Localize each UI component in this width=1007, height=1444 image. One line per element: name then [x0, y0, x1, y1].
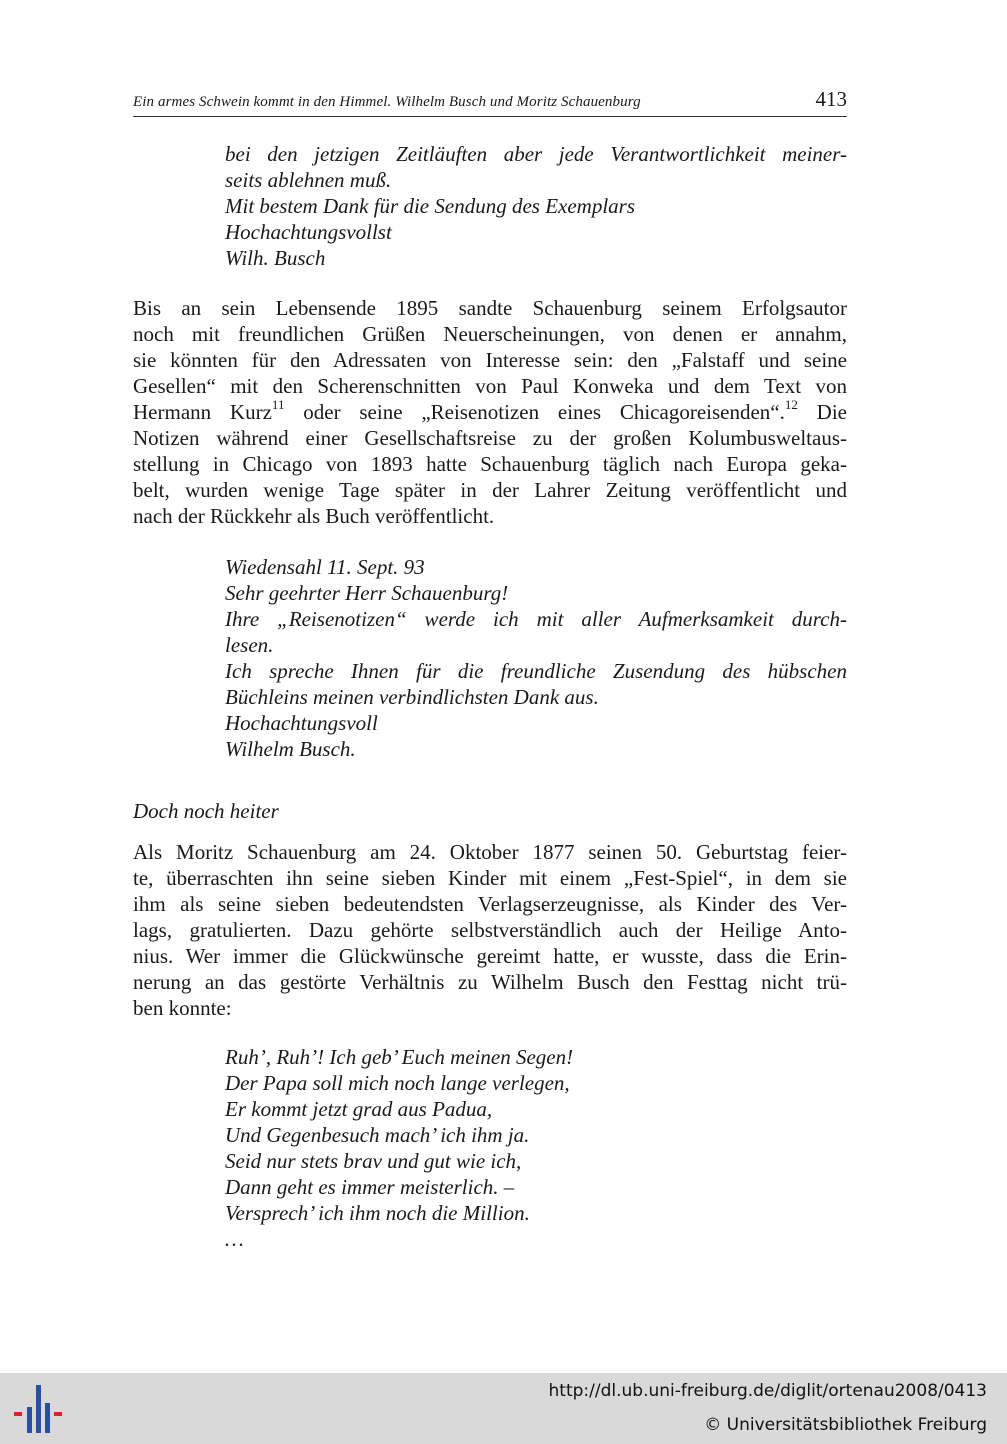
paragraph-line: Gesellen“ mit den Scherenschnitten von Paul Konweka und dem Text von	[133, 374, 847, 398]
poem	[225, 1044, 847, 1252]
logo-blue-bar-right	[45, 1403, 50, 1433]
section-heading: Doch noch heiter	[133, 799, 279, 823]
page-number: 413	[815, 87, 847, 111]
paragraph-line: nius. Wer immer die Glückwünsche gereimt hatte, er wusste, dass die Erin-	[133, 944, 847, 968]
quote-line: seits ablehnen muß.	[225, 168, 392, 192]
logo-blue-bar-left	[27, 1407, 32, 1433]
letter-quote-2	[225, 554, 847, 762]
paragraph-2	[133, 839, 847, 1021]
paragraph-line: nerung an das gestörte Verhältnis zu Wilhelm Busch den Festtag nicht trü-	[133, 970, 847, 994]
source-url-link[interactable]: http://dl.ub.uni-freiburg.de/diglit/ortenau2008/0413	[548, 1381, 987, 1401]
paragraph-line	[133, 399, 847, 425]
poem-line: Und Gegenbesuch mach’ ich ihm ja.	[225, 1123, 530, 1147]
quote-line: Ihre „Reisenotizen“ werde ich mit aller Aufmerksamkeit durch-	[225, 607, 847, 631]
paragraph-1	[133, 295, 847, 529]
quote-line: Ich spreche Ihnen für die freundliche Zusendung des hübschen	[225, 659, 847, 683]
logo-red-dash-right	[54, 1412, 62, 1416]
paragraph-line: Bis an sein Lebensende 1895 sandte Schauenburg seinem Erfolgsautor	[133, 296, 847, 320]
poem-line: …	[225, 1227, 244, 1251]
quote-line: bei den jetzigen Zeitläuften aber jede Verantwortlichkeit meiner-	[225, 142, 847, 166]
paragraph-line: stellung in Chicago von 1893 hatte Schauenburg täglich nach Europa geka-	[133, 452, 847, 476]
quote-line: Sehr geehrter Herr Schauenburg!	[225, 581, 509, 605]
running-title: Ein armes Schwein kommt in den Himmel. Wilhelm Busch und Moritz Schauenburg	[133, 94, 641, 110]
running-header	[133, 88, 847, 117]
paragraph-line: te, überraschten ihn seine sieben Kinder mit einem „Fest-Spiel“, in dem sie	[133, 866, 847, 890]
text-segment: Hermann Kurz	[133, 400, 272, 424]
poem-line: Er kommt jetzt grad aus Padua,	[225, 1097, 493, 1121]
poem-line: Dann geht es immer meisterlich. –	[225, 1175, 515, 1199]
quote-line: Wilh. Busch	[225, 246, 326, 270]
text-segment: oder seine „Reisenotizen eines Chicagoreisenden“.	[284, 400, 785, 424]
library-footer	[0, 1373, 1007, 1444]
letter-quote-1	[225, 141, 847, 271]
quote-line: lesen.	[225, 633, 274, 657]
quote-line: Mit bestem Dank für die Sendung des Exemplars	[225, 194, 636, 218]
paragraph-line: noch mit freundlichen Grüßen Neuerscheinungen, von denen er annahm,	[133, 322, 847, 346]
paragraph-line: ben konnte:	[133, 996, 232, 1020]
paragraph-line: sie könnten für den Adressaten von Interesse sein: den „Falstaff und seine	[133, 348, 847, 372]
copyright-notice: © Universitätsbibliothek Freiburg	[704, 1415, 987, 1435]
logo-blue-bar-center	[36, 1385, 41, 1433]
quote-line: Wilhelm Busch.	[225, 737, 356, 761]
footnote-ref-12: 12	[784, 397, 798, 412]
paragraph-line: lags, gratulierten. Dazu gehörte selbstverständlich auch der Heilige Anto-	[133, 918, 847, 942]
paragraph-line: nach der Rückkehr als Buch veröffentlicht.	[133, 504, 495, 528]
quote-line: Hochachtungsvoll	[225, 711, 378, 735]
paragraph-line: Als Moritz Schauenburg am 24. Oktober 1877 seinen 50. Geburtstag feier-	[133, 840, 847, 864]
quote-line: Wiedensahl 11. Sept. 93	[225, 555, 425, 579]
logo-red-dash-left	[14, 1412, 22, 1416]
footnote-ref-11: 11	[271, 397, 285, 412]
library-logo-icon	[12, 1383, 64, 1435]
quote-line: Büchleins meinen verbindlichsten Dank aus.	[225, 685, 599, 709]
poem-line: Versprech’ ich ihm noch die Million.	[225, 1201, 530, 1225]
text-segment: Die	[797, 400, 847, 424]
poem-line: Der Papa soll mich noch lange verlegen,	[225, 1071, 570, 1095]
poem-line: Seid nur stets brav und gut wie ich,	[225, 1149, 522, 1173]
poem-line: Ruh’, Ruh’! Ich geb’ Euch meinen Segen!	[225, 1045, 574, 1069]
paragraph-line: belt, wurden wenige Tage später in der Lahrer Zeitung veröffentlicht und	[133, 478, 847, 502]
quote-line: Hochachtungsvollst	[225, 220, 392, 244]
paragraph-line: Notizen während einer Gesellschaftsreise zu der großen Kolumbusweltaus-	[133, 426, 847, 450]
paragraph-line: ihm als seine sieben bedeutendsten Verlagserzeugnisse, als Kinder des Ver-	[133, 892, 847, 916]
